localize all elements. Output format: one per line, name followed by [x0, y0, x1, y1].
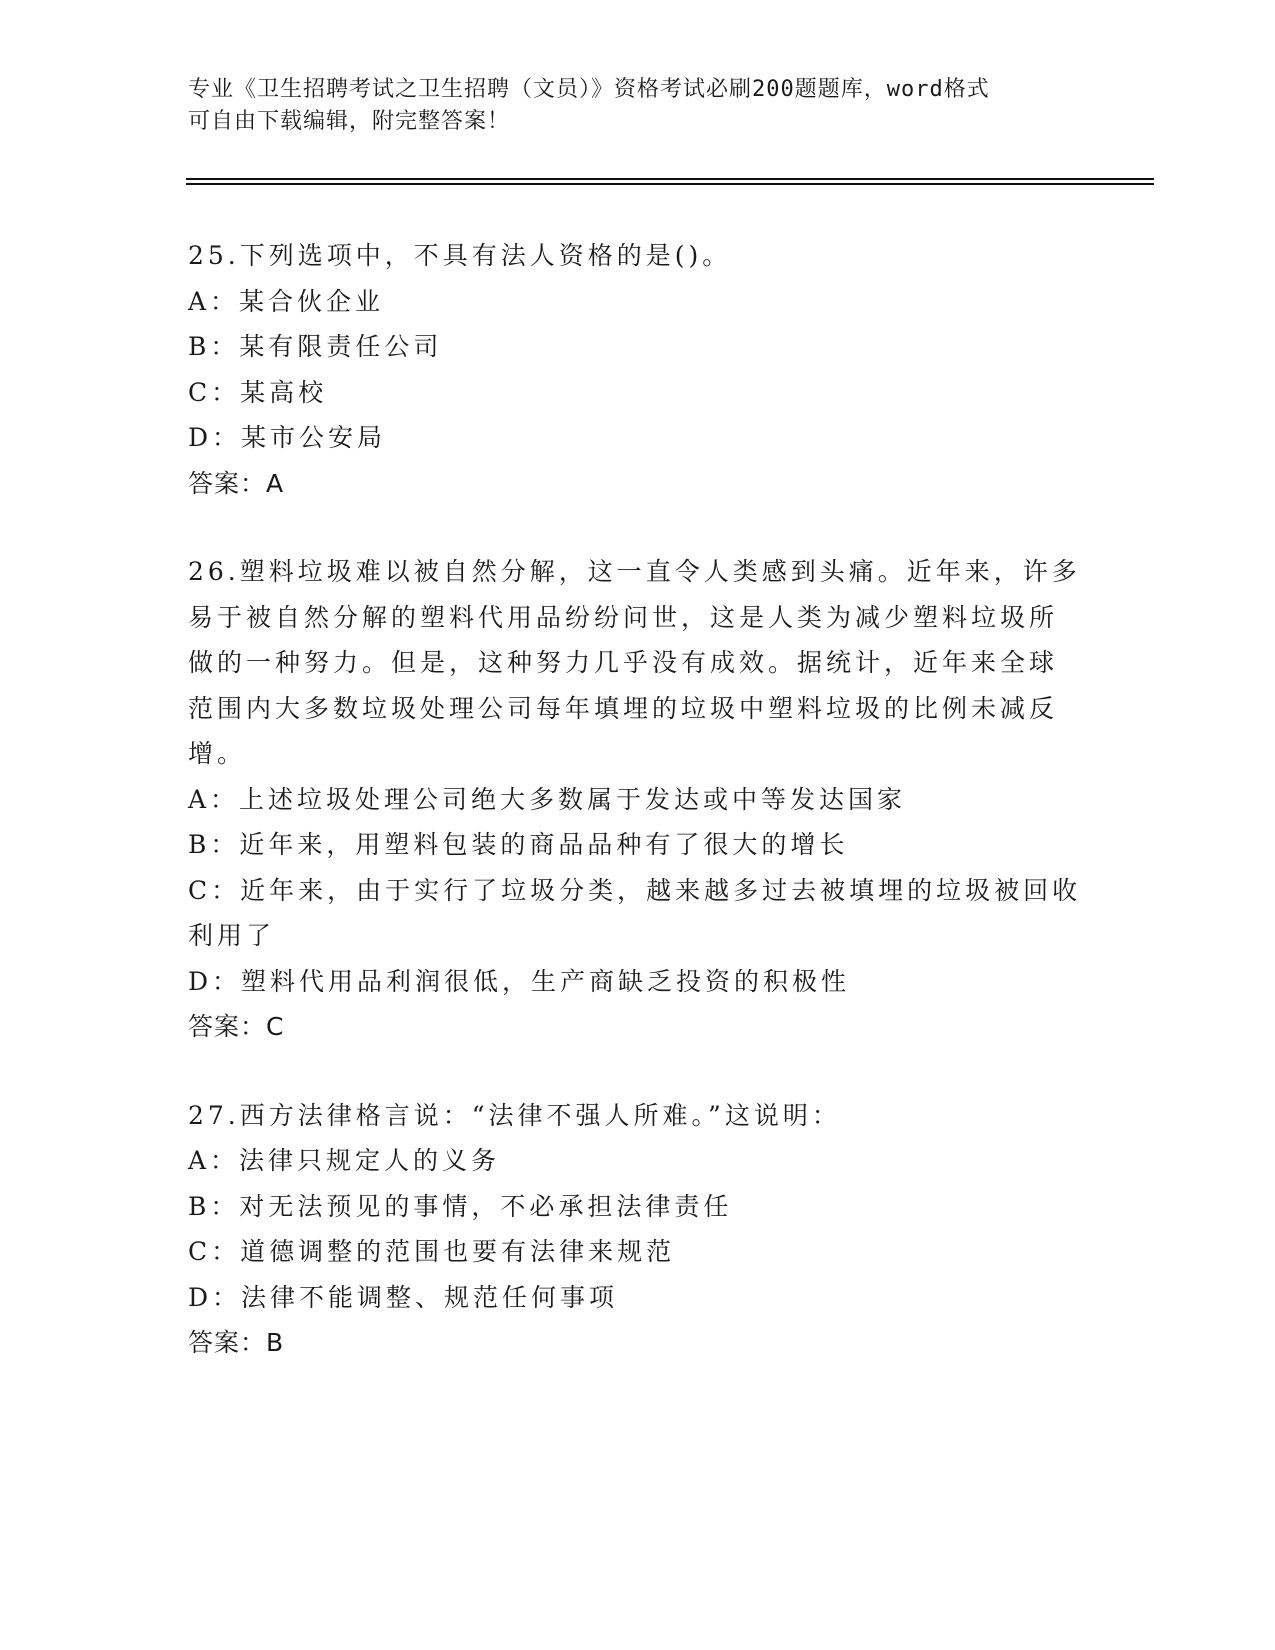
- option-d: D：塑料代用品利润很低，生产商缺乏投资的积极性: [188, 966, 851, 996]
- option-c: C：某高校: [188, 377, 328, 407]
- option-c: C：道德调整的范围也要有法律来规范: [188, 1237, 676, 1266]
- header-divider: [186, 178, 1154, 180]
- option-c: C：近年来，由于实行了垃圾分类，越来越多过去被填埋的垃圾被回收: [188, 875, 1082, 905]
- option-d: D：某市公安局: [188, 423, 387, 452]
- header-line: 可自由下载编辑，附完整答案！: [188, 109, 511, 134]
- option-a: A：某合伙企业: [188, 286, 385, 316]
- option-d: D：法律不能调整、规范任何事项: [188, 1282, 619, 1312]
- question-text: 27.西方法律格言说：“法律不强人所难。”这说明：: [188, 1100, 841, 1130]
- question-text-line: 做的一种努力。但是，这种努力几乎没有成效。据统计，近年来全球: [188, 648, 1059, 677]
- option-c-continued: 利用了: [188, 921, 276, 950]
- option-b: B：对无法预见的事情，不必承担法律责任: [188, 1191, 733, 1221]
- question-text-line: 范围内大多数垃圾处理公司每年填埋的垃圾中塑料垃圾的比例未减反: [188, 693, 1059, 723]
- header-line: 专业《卫生招聘考试之卫生招聘（文员）》资格考试必刷200题题库，word格式: [188, 77, 990, 102]
- option-b: B：近年来，用塑料包装的商品品种有了很大的增长: [188, 830, 849, 859]
- answer-label: 答案：C: [188, 1012, 285, 1041]
- header-divider: [186, 183, 1154, 185]
- question-item: [188, 549, 1088, 1050]
- question-list: [188, 233, 1088, 1409]
- answer-label: 答案：B: [188, 1328, 285, 1357]
- question-item: [188, 233, 1088, 506]
- option-a: A：上述垃圾处理公司绝大多数属于发达或中等发达国家: [188, 784, 907, 814]
- document-header: [188, 74, 1088, 138]
- option-b: B：某有限责任公司: [188, 332, 443, 361]
- answer-label: 答案：A: [188, 468, 285, 498]
- question-text-line: 26.塑料垃圾难以被自然分解，这一直令人类感到头痛。近年来，许多: [188, 557, 1081, 586]
- question-text-line: 增。: [188, 739, 247, 768]
- question-text-line: 易于被自然分解的塑料代用品纷纷问世，这是人类为减少塑料垃圾所: [188, 602, 1059, 632]
- option-a: A：法律只规定人的义务: [188, 1146, 501, 1175]
- question-text: 25.下列选项中，不具有法人资格的是()。: [188, 241, 732, 270]
- question-item: [188, 1093, 1088, 1366]
